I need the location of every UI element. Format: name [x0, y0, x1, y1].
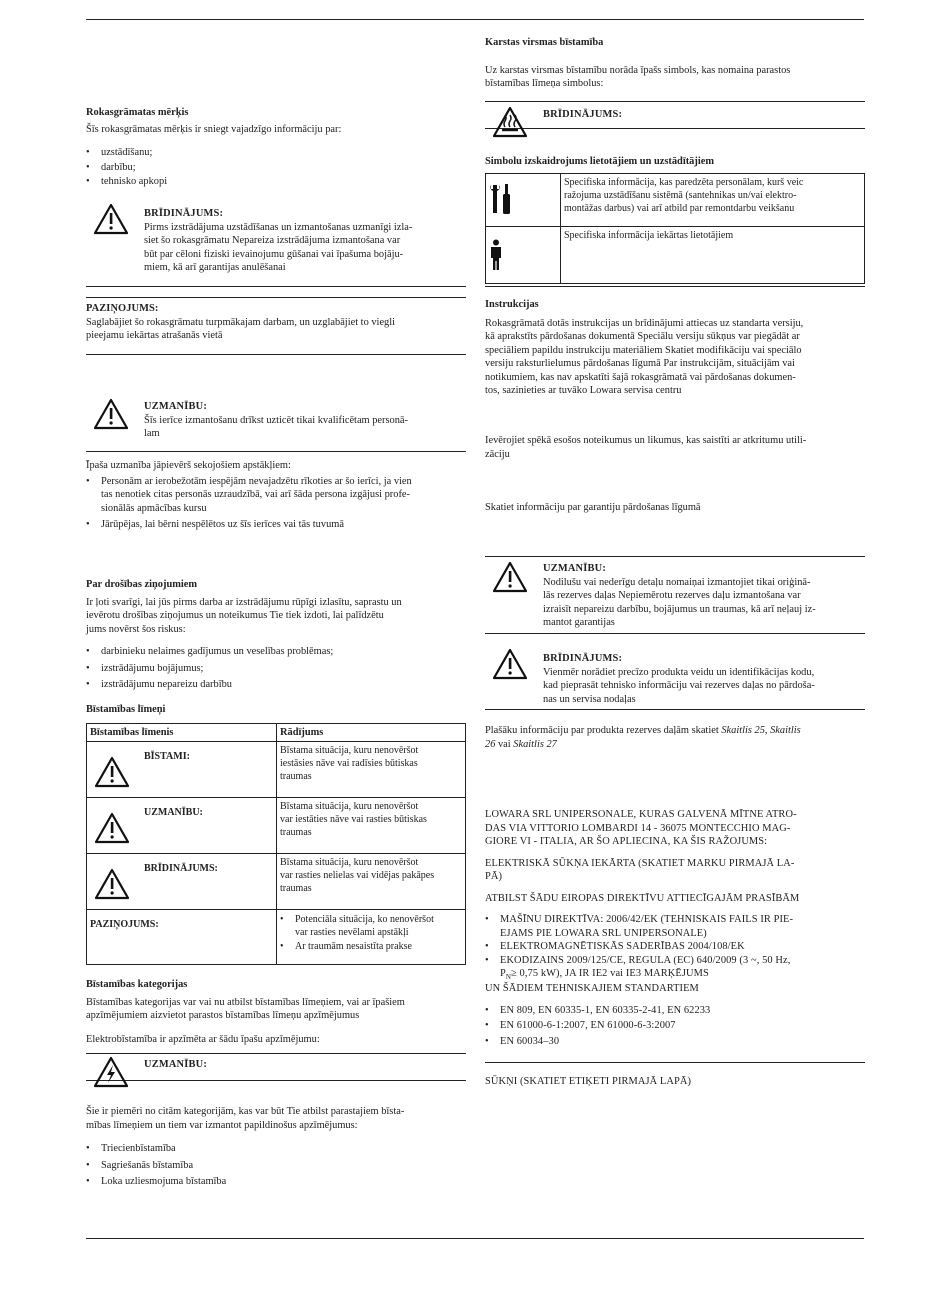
list-item: • EN 60034–30	[485, 1035, 865, 1049]
warning-triangle-icon	[95, 868, 129, 904]
caution-label: UZMANĪBU:	[543, 563, 606, 574]
instructions-heading: Instrukcijas	[485, 299, 539, 310]
list-item: • MAŠĪNU DIREKTĪVA: 2006/42/EK (TEHNISKAIS FAILS IR PIE- EJAMS PIE LOWARA SRL UNIPERSONALE)	[485, 913, 865, 940]
purpose-heading: Rokasgrāmatas mērķis	[86, 107, 189, 118]
list-item: • Personām ar ierobežotām iespējām nevajadzētu rīkoties ar šo ierīci, ja vien tas nenotiek citas personās uzraudzībā, vai arī šāda persona izgājusi profe- sionālās apmācības kursu	[86, 475, 466, 516]
warning-box	[86, 199, 466, 287]
list-item: • Ar traumām nesaistīta prakse	[280, 940, 462, 953]
hot-surface-icon	[493, 106, 527, 143]
list-item: • Loka uzliesmojuma bīstamība	[86, 1175, 466, 1189]
warning-label: BRĪDINĀJUMS:	[543, 653, 623, 664]
standards-list	[485, 1004, 865, 1049]
categories-section: Bīstamības kategorijas Bīstamības kategorijas var vai nu atbilst bīstamības līmeņiem, vai ar īpašiem apzīmējumiem aizvietot parastos bīstamības līmeņu apzīmējumus Elektrobīstamība ir apzīmēta ar šādu īpašu apzīmējumu:	[86, 978, 466, 1046]
level-label: BRĪDINĀJUMS:	[144, 863, 218, 875]
list-item: • darbību;	[86, 161, 466, 175]
symbols-table	[485, 173, 865, 284]
warning-triangle-icon	[95, 812, 129, 848]
hot-surface-section: Karstas virsmas bīstamība Uz karstas virsmas bīstamību norāda īpašs simbols, kas nomaina parastos bīstamības līmeņa simbolus:	[485, 36, 865, 91]
table-row: UZMANĪBU: Bīstama situācija, kuru nenovēršot var iestāties nāve vai rasties būtiskas traumas	[87, 798, 466, 854]
purpose-list	[86, 146, 466, 189]
figure-link[interactable]: Skaitlis 27	[513, 738, 557, 750]
symbols-heading: Simbolu izskaidrojums lietotājiem un uzstādītājiem	[485, 156, 714, 167]
purpose-section	[86, 106, 466, 190]
figure-link[interactable]: 26	[485, 738, 496, 750]
table-header: Bīstamības līmenis	[87, 723, 277, 742]
table-row: Specifiska informācija iekārtas lietotājiem	[486, 226, 865, 283]
special-intro: Īpaša uzmanība jāpievērš sekojošiem apstākļiem:	[86, 460, 291, 471]
figure-link[interactable]: Skaitlis	[770, 725, 801, 736]
list-item: • tehnisko apkopi	[86, 175, 466, 189]
warning-triangle-icon	[95, 756, 129, 792]
user-icon	[489, 239, 503, 275]
bottom-rule	[86, 1238, 864, 1239]
list-item: • darbinieku nelaimes gadījumus un veselības problēmas;	[86, 645, 466, 659]
safety-list	[86, 645, 466, 692]
notice-label: PAZIŅOJUMS:	[86, 303, 159, 314]
caution-label: UZMANĪBU:	[144, 1059, 207, 1070]
figure-link[interactable]: Skaitlis 25	[721, 725, 765, 736]
directives-list	[485, 913, 865, 982]
warning-line: miem, kā arī garantijas anulēšanai	[144, 262, 286, 274]
caution-line: lam	[144, 428, 160, 440]
warning-label: BRĪDINĀJUMS:	[543, 109, 623, 120]
list-item: • izstrādājumu nepareizu darbību	[86, 678, 466, 692]
safety-section	[86, 578, 466, 695]
level-label: PAZIŅOJUMS:	[90, 919, 159, 931]
notice-box	[86, 297, 466, 355]
table-row: BRĪDINĀJUMS: Bīstama situācija, kuru nenovēršot var rasties nelielas vai vidējas pakāpes traumas	[87, 854, 466, 910]
pumps-text: SŪKŅI (SKATIET ETIĶETI PIRMAJĀ LAPĀ)	[485, 1076, 692, 1087]
list-item: • EN 809, EN 60335-1, EN 60335-2-41, EN 62233	[485, 1004, 865, 1018]
safety-line: Ir ļoti svarīgi, lai jūs pirms darba ar izstrādājumu rūpīgi izlasītu, saprastu un	[86, 596, 402, 608]
warranty-text: Skatiet informāciju par garantiju pārdošanas līgumā	[485, 502, 701, 513]
electrical-caution-box	[86, 1053, 466, 1081]
special-list	[86, 475, 466, 532]
warning-box: BRĪDINĀJUMS: Vienmēr norādiet precīzo produkta veidu un identifikācijas kodu, kad pieprasāt tehnisko informāciju vai rezerves daļas no pārdoša- nas un servisa nodaļas	[485, 644, 865, 710]
declaration-section: LOWARA SRL UNIPERSONALE, KURAS GALVENĀ MĪTNE ATRO- DAS VIA VITTORIO LOMBARDI 14 - 36075 MONTECCHIO MAG- GIORE VI - ITALIA, AR ŠO APLIECINA, KA ŠIS RAŽOJUMS: ELEKTRISKĀ SŪKŅA IEKĀRTA (SKATIET MARKU PIRMAJĀ LA- PĀ) ATBILST ŠĀDU EIROPAS DIREKTĪVU ATTIECĪGAJĀM PRASĪBĀM • MAŠĪNU DIREKTĪVA: 2006/42/EK (TEHNISKAIS FAILS IR PIE- EJAMS PIE LOWARA SRL UNIPERSONALE) • ELEKTROMAGNĒTISKĀS SADERĪBAS 2004/108/EK • EKODIZAINS 2009/125/CE, REGULA (EC) 640/2009 (3 ~, 50 Hz, $P_N\ge 0,75$ kW), JA IR IE2 vai IE3 MARĶĒJUMS UN ŠĀDIEM TEHNISKAJIEM STANDARTIEM • EN 809, EN 60335-1, EN 60335-2-41, EN 62233 • EN 61000-6-1:2007, EN 61000-6-3:2007 • EN 60034–30	[485, 808, 865, 1050]
level-label: BĪSTAMI:	[144, 751, 190, 763]
safety-heading: Par drošības ziņojumiem	[86, 579, 198, 590]
warning-line: Pirms izstrādājuma uzstādīšanas un izmantošanas uzmanīgi izla-	[144, 221, 413, 233]
table-row: BĪSTAMI: Bīstama situācija, kuru nenovēršot iestāsies nāve vai radīsies būtiskas traumas	[87, 742, 466, 798]
warning-triangle-icon	[94, 398, 128, 435]
levels-heading: Bīstamības līmeņi	[86, 704, 166, 715]
top-rule	[86, 19, 864, 20]
special-section	[86, 459, 466, 535]
notice-line: Saglabājiet šo rokasgrāmatu turpmākajam darbam, un uzglabājiet to viegli	[86, 316, 396, 328]
list-item: • Potenciāla situācija, ko nenovēršot var rasties nevēlami apstākļi	[280, 913, 462, 939]
level-label: UZMANĪBU:	[144, 807, 203, 819]
list-item: • Triecienbīstamība	[86, 1142, 466, 1156]
list-item: • EN 61000-6-1:2007, EN 61000-6-3:2007	[485, 1019, 865, 1033]
warning-triangle-icon	[94, 203, 128, 240]
warning-label: BRĪDINĀJUMS:	[144, 208, 224, 219]
safety-line: ievērotu drošības ziņojumus un noteikumus Tie tiek izdoti, lai palīdzētu	[86, 610, 384, 622]
warning-line: būt par cēloni fiziski ievainojumu gūšanai vai īpašuma bojāju-	[144, 248, 404, 260]
purpose-intro: Šīs rokasgrāmatas mērķis ir sniegt vajadzīgo informāciju par:	[86, 123, 342, 135]
instructions-section: Instrukcijas Rokasgrāmatā dotās instrukcijas un brīdinājumi attiecas uz standarta versiju, kā aprakstīts pārdošanas dokumentā Speciālu versiju sūkņus var piegādāt ar speciāliem papildu instrukciju materiāliem Skatiet modifikāciju vai speciālo versiju raksturlielumus pārdošanas līgumā Par instrukcijām, situācijām vai notikumiem, kas nav apskatīti šajā rokasgrāmatā vai pārdošanas dokumen- tos, sazinieties ar tuvāko Lowara servisa centru	[485, 298, 865, 398]
tools-icon	[488, 182, 516, 220]
safety-line: jums novērst šos riskus:	[86, 623, 186, 635]
table-row	[87, 910, 466, 965]
levels-table	[86, 723, 466, 966]
other-categories: Šie ir piemēri no citām kategorijām, kas var būt Tie atbilst parastajiem bīsta- mības līmeņiem un tiem var izmantot papildinošus apzīmējumus: • Triecienbīstamība • Sagriešanās bīstamība • Loka uzliesmojuma bīstamība	[86, 1105, 466, 1192]
section-divider	[485, 1062, 865, 1063]
table-header: Rādījums	[277, 723, 466, 742]
symbols-section	[485, 155, 865, 284]
hot-warning-box	[485, 101, 865, 129]
categories-heading: Bīstamības kategorijas	[86, 979, 188, 990]
levels-section	[86, 703, 466, 965]
electro-text: Elektrobīstamība ir apzīmēta ar šādu īpašu apzīmējumu:	[86, 1033, 320, 1045]
waste-text: Ievērojiet spēkā esošos noteikumus un likumus, kas saistīti ar atkritumu utili- zāciju	[485, 435, 807, 460]
warning-triangle-icon	[493, 561, 527, 598]
caution-line: Šīs ierīce izmantošanu drīkst uzticēt tikai kvalificētam personā-	[144, 414, 409, 426]
caution-box	[86, 394, 466, 452]
warning-line: siet šo rokasgrāmatu Nepareiza izstrādājuma izmantošana var	[144, 235, 401, 247]
list-item: • Jārūpējas, lai bērni nespēlētos uz šīs ierīces vai tās tuvumā	[86, 518, 466, 532]
section-divider	[485, 286, 865, 287]
caution-label: UZMANĪBU:	[144, 401, 207, 412]
list-item: • Sagriešanās bīstamība	[86, 1159, 466, 1173]
notice-line: pieejamu iekārtas atrašanās vietā	[86, 330, 223, 342]
spare-parts-text: Plašāku informāciju par produkta rezerves daļām skatiet Skaitlis 25, Skaitlis 26 vai Skaitlis 27	[485, 725, 801, 750]
list-item: • izstrādājumu bojājumus;	[86, 662, 466, 676]
list-item: • EKODIZAINS 2009/125/CE, REGULA (EC) 640/2009 (3 ~, 50 Hz, $P_N\ge 0,75$ kW), JA IR IE2 vai IE3 MARĶĒJUMS	[485, 954, 865, 983]
hot-heading: Karstas virsmas bīstamība	[485, 37, 604, 48]
categories-list	[86, 1142, 466, 1189]
caution-box: UZMANĪBU: Nodilušu vai nederīgu detaļu nomaiņai izmantojiet tikai oriģinā- lās rezerves daļas Nepiemērotu rezerves daļu izmantošana var izraisīt nepareizu darbību, bojājumus un traumas, kā arī neļauj iz- mantot garantijas	[485, 556, 865, 634]
list-item: • uzstādīšanu;	[86, 146, 466, 160]
table-row: Specifiska informācija, kas paredzēta personālam, kurš veic ražojuma uzstādīšanu sistēmā (santehnikas un/vai elektro- montāžas darbus) vai arī atbild par remontdarbu veikšanu	[486, 173, 865, 226]
warning-triangle-icon	[493, 648, 527, 685]
electrical-hazard-icon	[94, 1056, 128, 1093]
list-item: • ELEKTROMAGNĒTISKĀS SADERĪBAS 2004/108/EK	[485, 940, 865, 954]
